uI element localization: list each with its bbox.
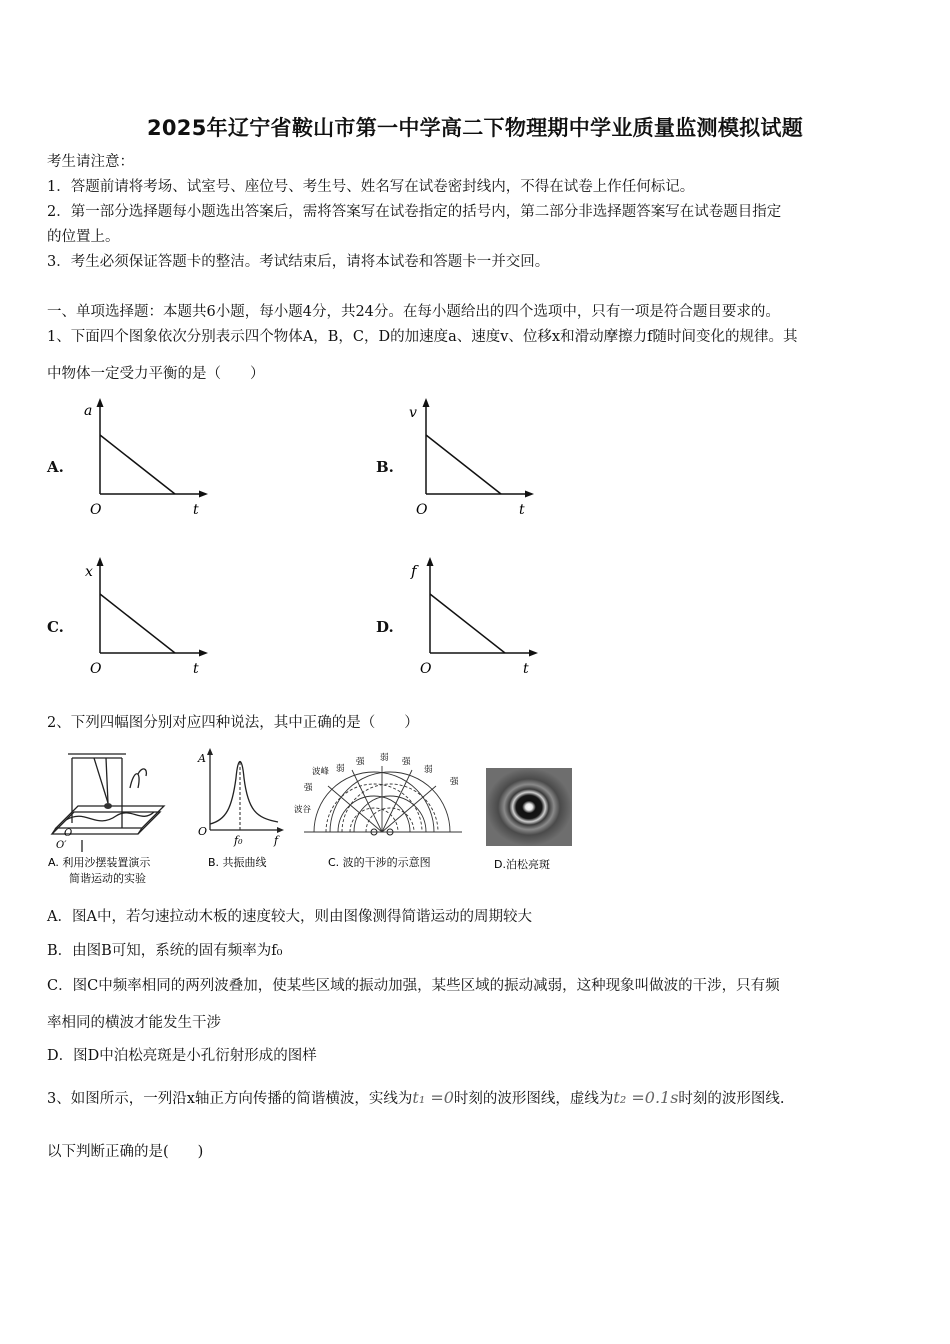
q1-graph-b: [406, 398, 546, 518]
q1-option-b-label: B.: [376, 458, 394, 476]
origin-label: O: [416, 502, 428, 518]
label-strong-4: 强: [304, 783, 313, 793]
origin-label: O: [198, 825, 208, 838]
point-o-prime-label: O′: [56, 840, 67, 851]
q2-option-a: A．图A中，若匀速拉动木板的速度较大，则由图像测得简谐运动的周期较大: [47, 909, 532, 925]
q2-stem: 2、下列四幅图分别对应四种说法，其中正确的是（ ）: [47, 715, 419, 731]
q2-option-c: C．图C中频率相同的两列波叠加，使某些区域的振动加强，某些区域的振动减弱，这种现象叫做波的干涉，只有频: [47, 978, 780, 994]
label-trough: 波谷: [294, 805, 312, 815]
math-t2-equals-0-1s: t₂ =0.1s: [613, 1088, 679, 1107]
q2-option-c-cont: 率相同的横波才能发生干涉: [47, 1015, 221, 1031]
q3-stem-part1: 3、如图所示，一列沿x轴正方向传播的简谐横波，实线为: [47, 1091, 413, 1107]
fig-a-caption-line1: A. 利用沙摆装置演示: [48, 856, 151, 869]
math-t1-equals-0: t₁ =0: [412, 1088, 454, 1107]
origin-label: O: [420, 661, 432, 677]
t-axis-label: t: [519, 502, 525, 518]
q1-option-a-label: A.: [47, 458, 64, 476]
poisson-spot-image: [486, 768, 572, 846]
label-weak-2: 弱: [380, 753, 389, 763]
y-axis-arrow: [97, 398, 104, 407]
sand-bob: [104, 803, 112, 809]
q1-stem-line1: 1、下面四个图象依次分别表示四个物体A，B，C，D的加速度a、速度v、位移x和滑动摩擦力f随时间变化的规律。其: [47, 329, 798, 345]
label-crest: 波峰: [312, 767, 330, 777]
q2-figure-c-interference: [292, 748, 472, 878]
graph-line: [100, 594, 175, 653]
fig-c-caption: C. 波的干涉的示意图: [328, 856, 431, 869]
section-heading: 一、单项选择题：本题共6小题，每小题4分，共24分。在每小题给出的四个选项中，只有一项是符合题目要求的。: [47, 304, 780, 320]
graph-line: [430, 594, 505, 653]
y-axis-arrow: [423, 398, 430, 407]
q1-graph-d: [410, 557, 550, 677]
notice-item-2-cont: 的位置上。: [47, 229, 120, 245]
label-strong-2: 强: [402, 757, 411, 767]
q3-stem-part2: 时刻的波形图线，虚线为: [453, 1091, 614, 1107]
graph-line: [426, 435, 501, 494]
label-strong-3: 强: [450, 777, 459, 787]
origin-label: O: [90, 661, 102, 677]
amplitude-label: A: [198, 752, 206, 765]
y-axis-arrow: [427, 557, 434, 566]
x-axis-arrow: [199, 491, 208, 498]
y-axis-label: v: [409, 405, 417, 421]
notice-item-3: 3．考生必须保证答题卡的整洁。考试结束后，请将本试卷和答题卡一并交回。: [47, 254, 550, 270]
t-axis-label: t: [193, 502, 199, 518]
q1-option-d-label: D.: [376, 618, 394, 636]
y-axis-label: f: [411, 562, 417, 580]
q1-graph-c: [80, 557, 220, 677]
t-axis-label: t: [523, 661, 529, 677]
x-axis-arrow: [277, 827, 284, 833]
y-axis-label: x: [85, 564, 93, 580]
q2-option-d: D．图D中泊松亮斑是小孔衍射形成的图样: [47, 1048, 317, 1064]
q3-stem-part3: 时刻的波形图线.: [678, 1091, 785, 1107]
x-axis-arrow: [199, 650, 208, 657]
graph-line: [100, 435, 175, 494]
page-title: 2025年辽宁省鞍山市第一中学高二下物理期中学业质量监测模拟试题: [146, 116, 804, 140]
q2-figure-d-poisson-spot: [486, 768, 576, 880]
q3-stem-line1: [47, 1088, 785, 1109]
x-axis-arrow: [529, 650, 538, 657]
fig-b-caption: B. 共振曲线: [208, 856, 267, 869]
q3-stem-line2: 以下判断正确的是( ): [47, 1144, 204, 1160]
label-weak-1: 弱: [336, 764, 345, 774]
f-label: f: [274, 834, 279, 847]
f0-label: f₀: [234, 834, 243, 847]
resonance-curve: [210, 762, 278, 825]
y-axis-label: a: [84, 403, 93, 419]
point-o-label: O: [64, 828, 73, 839]
label-weak-3: 弱: [424, 765, 433, 775]
q2-figure-b-resonance-curve: [196, 748, 296, 878]
notice-item-1: 1．答题前请将考场、试室号、座位号、考生号、姓名写在试卷密封线内，不得在试卷上作任何标记。: [47, 179, 695, 195]
fig-d-caption: D.泊松亮斑: [494, 858, 550, 871]
notice-heading: 考生请注意：: [47, 154, 134, 170]
x-axis-arrow: [525, 491, 534, 498]
q1-option-c-label: C.: [47, 618, 64, 636]
y-axis-arrow: [207, 748, 213, 755]
y-axis-arrow: [97, 557, 104, 566]
q2-option-b: B．由图B可知，系统的固有频率为f₀: [47, 943, 283, 959]
origin-label: O: [90, 502, 102, 518]
fig-a-caption-line2: 简谐运动的实验: [69, 872, 146, 885]
q1-stem-line2: 中物体一定受力平衡的是（ ）: [47, 366, 265, 382]
label-strong-1: 强: [356, 757, 365, 767]
q2-figure-a-sand-pendulum: [46, 748, 186, 888]
q1-graph-a: [80, 398, 220, 518]
t-axis-label: t: [193, 661, 199, 677]
notice-item-2: 2．第一部分选择题每小题选出答案后，需将答案写在试卷指定的括号内，第二部分非选择题答案写在试卷题目指定: [47, 204, 782, 220]
